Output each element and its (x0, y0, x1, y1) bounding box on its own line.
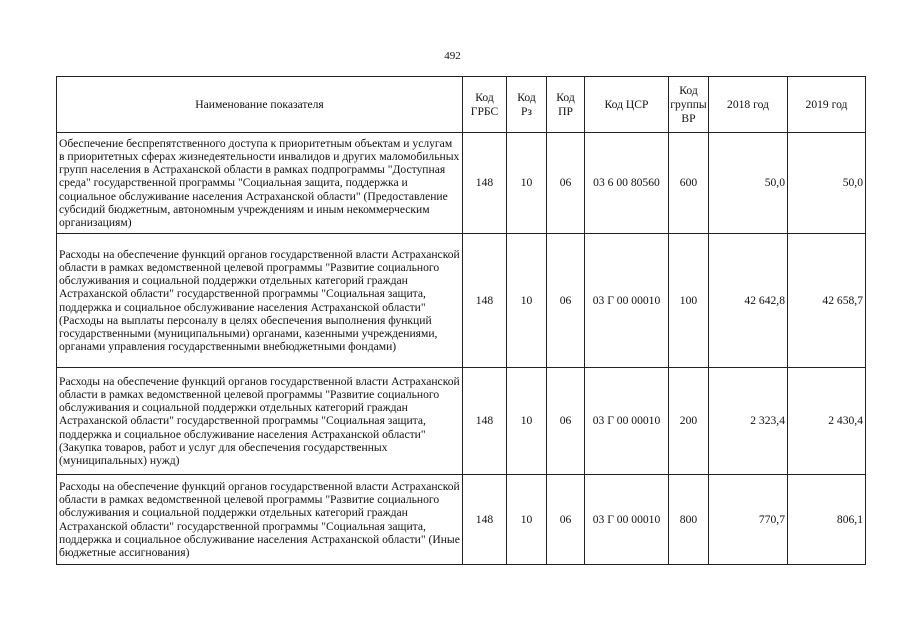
row-pr-cell: 06 (547, 234, 585, 368)
header-grbs-line1: Код (475, 90, 494, 104)
header-pr-line2: ПР (558, 104, 573, 118)
row-rz-cell: 10 (507, 133, 547, 234)
table-row (57, 475, 866, 565)
row-name-cell: Обеспечение беспрепятственного доступа к приоритетным объектам и услугам в приоритетных сферах жизнедеятельности инвалидов и других маломобильных групп населения в Астраханской области в рамках подпрограммы "Доступная среда" государственной программы "Социальная защита, поддержка и социальное обслуживание населения Астраханской области" (Предоставление субсидий бюджетным, автономным учреждениям и иным некоммерческим организациям) (57, 133, 463, 234)
row-grbs-cell: 148 (463, 234, 507, 368)
row-2019-cell: 42 658,7 (788, 234, 866, 368)
row-2018-cell: 50,0 (709, 133, 788, 234)
table-header-row (57, 77, 866, 133)
page-number: 492 (444, 50, 461, 62)
header-grbs (463, 77, 507, 133)
row-rz-cell: 10 (507, 234, 547, 368)
row-csr-cell: 03 6 00 80560 (585, 133, 669, 234)
header-grbs-line2: ГРБС (470, 104, 499, 118)
row-csr-cell: 03 Г 00 00010 (585, 234, 669, 368)
row-vr-cell: 100 (669, 234, 709, 368)
table-row (57, 133, 866, 234)
row-2018-cell: 42 642,8 (709, 234, 788, 368)
row-name-cell: Расходы на обеспечение функций органов государственной власти Астраханской области в рамках ведомственной целевой программы "Развитие социального обслуживания и социальной поддержки отдельных категорий граждан Астраханской области" государственной программы "Социальная защита, поддержка и социальное обслуживание населения Астраханской области" (Закупка товаров, работ и услуг для обеспечения государственных (муниципальных) нужд) (57, 368, 463, 475)
header-name (57, 77, 463, 133)
header-name-label: Наименование показателя (195, 97, 324, 111)
row-grbs-cell: 148 (463, 475, 507, 565)
row-grbs-cell: 148 (463, 133, 507, 234)
row-rz-cell: 10 (507, 475, 547, 565)
budget-table (56, 76, 866, 565)
header-2019-label: 2019 год (805, 97, 848, 111)
header-vr-line3: ВР (681, 111, 696, 125)
header-pr-line1: Код (556, 90, 575, 104)
header-rz-line2: Рз (520, 104, 533, 118)
row-2018-cell: 2 323,4 (709, 368, 788, 475)
header-vr (669, 77, 709, 133)
row-grbs-cell: 148 (463, 368, 507, 475)
row-2019-cell: 50,0 (788, 133, 866, 234)
row-vr-cell: 600 (669, 133, 709, 234)
row-pr-cell: 06 (547, 133, 585, 234)
header-csr-label: Код ЦСР (604, 97, 649, 111)
row-2019-cell: 2 430,4 (788, 368, 866, 475)
header-pr (547, 77, 585, 133)
header-2019 (788, 77, 866, 133)
row-2019-cell: 806,1 (788, 475, 866, 565)
row-csr-cell: 03 Г 00 00010 (585, 475, 669, 565)
row-name-cell: Расходы на обеспечение функций органов государственной власти Астраханской области в рамках ведомственной целевой программы "Развитие социального обслуживания и социальной поддержки отдельных категорий граждан Астраханской области" государственной программы "Социальная защита, поддержка и социальное обслуживание населения Астраханской области" (Иные бюджетные ассигнования) (57, 475, 463, 565)
header-vr-line2: группы (670, 97, 707, 111)
row-pr-cell: 06 (547, 475, 585, 565)
table-row (57, 234, 866, 368)
row-csr-cell: 03 Г 00 00010 (585, 368, 669, 475)
row-pr-cell: 06 (547, 368, 585, 475)
table-row (57, 368, 866, 475)
header-rz (507, 77, 547, 133)
row-rz-cell: 10 (507, 368, 547, 475)
row-name-cell: Расходы на обеспечение функций органов государственной власти Астраханской области в рамках ведомственной целевой программы "Развитие социального обслуживания и социальной поддержки отдельных категорий граждан Астраханской области" государственной программы "Социальная защита, поддержка и социальное обслуживание населения Астраханской области" (Расходы на выплаты персоналу в целях обеспечения выполнения функций государственными (муниципальными) органами, казенными учреждениями, органами управления государственными внебюджетными фондами) (57, 234, 463, 368)
row-vr-cell: 200 (669, 368, 709, 475)
header-rz-line1: Код (517, 90, 536, 104)
header-2018-label: 2018 год (727, 97, 769, 111)
header-2018 (709, 77, 788, 133)
header-csr (585, 77, 669, 133)
header-vr-line1: Код (679, 83, 698, 97)
row-vr-cell: 800 (669, 475, 709, 565)
row-2018-cell: 770,7 (709, 475, 788, 565)
